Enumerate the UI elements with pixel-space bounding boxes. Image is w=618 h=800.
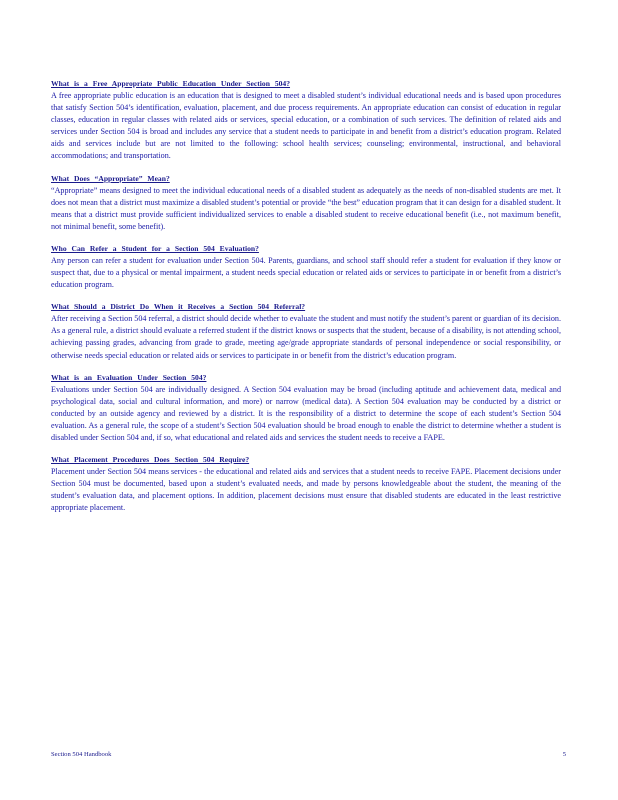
section-heading: What is a Free Appropriate Public Education Under Section 504? — [51, 79, 291, 88]
section-body: A free appropriate public education is an education that is designed to meet a disabled student’s individual educational needs and is based upon procedures that satisfy Section 504’s identification, evaluation, placement, and due process requirements. An appropriate education can consist of education in regular classes, education in regular classes with related aids or services, special education, or a combination of such services. The definition of related aids and services under Section 504 is broad and includes any service that a student needs to participate in and benefit from a district’s education program. Related aids and services include but are not limited to the following: school health services; counseling; environmental, instructional, and behavioral accommodations; and transportation. — [51, 91, 561, 161]
section-evaluation — [51, 373, 561, 444]
content — [51, 79, 561, 525]
section-referral-what — [51, 302, 561, 361]
section-placement — [51, 455, 561, 514]
page-footer — [51, 751, 566, 763]
section-body: “Appropriate” means designed to meet the individual educational needs of a disabled student as adequately as the needs of non-disabled students are met. It does not mean that a district must maximize a disabled student’s potential or provide “the best” education program that it can design for a disabled student. It means that a district must provide sufficient individualized services to enable a disabled student to receive educational benefit (i.e., not maximum benefit, not minimal benefit, some benefit). — [51, 185, 561, 231]
section-body: After receiving a Section 504 referral, a district should decide whether to evaluate the student and must notify the student’s parent or guardian of its decision. As a general rule, a district should evaluate a referred student if the district knows or suspects that the student, because of a disability, is not attending school, achieving passing grades, advancing from grade to grade, meeting age/grade appropriate standards of personal independence or social responsibility, or otherwise needs special education or related aids or services to participate in or benefit from the district’s education program. — [51, 314, 561, 360]
section-appropriate — [51, 174, 561, 233]
page-number: 5 — [562, 751, 566, 758]
section-referral-who — [51, 244, 561, 291]
section-fape — [51, 79, 561, 163]
section-body: Evaluations under Section 504 are individually designed. A Section 504 evaluation may be broad (including aptitude and achievement data, medical and psychological data, social and cultural information, and more) or narrow (medical data). A Section 504 evaluation may be conducted by a district or conducted by an outside agency and reviewed by a district. It is the responsibility of a district to determine the scope of each student’s Section 504 evaluation. As a general rule, the scope of a student’s Section 504 evaluation should be broad enough to enable the district to determine whether a student is disabled under Section 504 and, if so, what educational and related aids and services the student needs to receive a FAPE. — [51, 384, 561, 442]
section-body: Any person can refer a student for evaluation under Section 504. Parents, guardians, and school staff should refer a student for evaluation if they know or suspect that, due to a physical or mental impairment, a student needs special education or related aids or services to participate in or benefit from a district’s education program. — [51, 255, 561, 290]
section-heading: What Placement Procedures Does Section 504 Require? — [51, 455, 250, 465]
section-heading: Who Can Refer a Student for a Section 504 Evaluation? — [51, 243, 259, 253]
section-heading: What is an Evaluation Under Section 504? — [51, 372, 207, 382]
section-heading: What Does “Appropriate” Mean? — [51, 173, 170, 183]
section-heading: What Should a District Do When it Receives a Section 504 Referral? — [51, 302, 306, 312]
section-body: Placement under Section 504 means services - the educational and related aids and services that a student needs to receive FAPE. Placement decisions under Section 504 must be documented, based upon a student’s evaluated needs, and made by persons knowledgeable about the student, the meaning of the student’s evaluation data, and placement options. In addition, placement decisions must ensure that disabled students are educated in the least restrictive appropriate placement. — [51, 467, 561, 513]
footer-title: Section 504 Handbook — [51, 751, 112, 758]
